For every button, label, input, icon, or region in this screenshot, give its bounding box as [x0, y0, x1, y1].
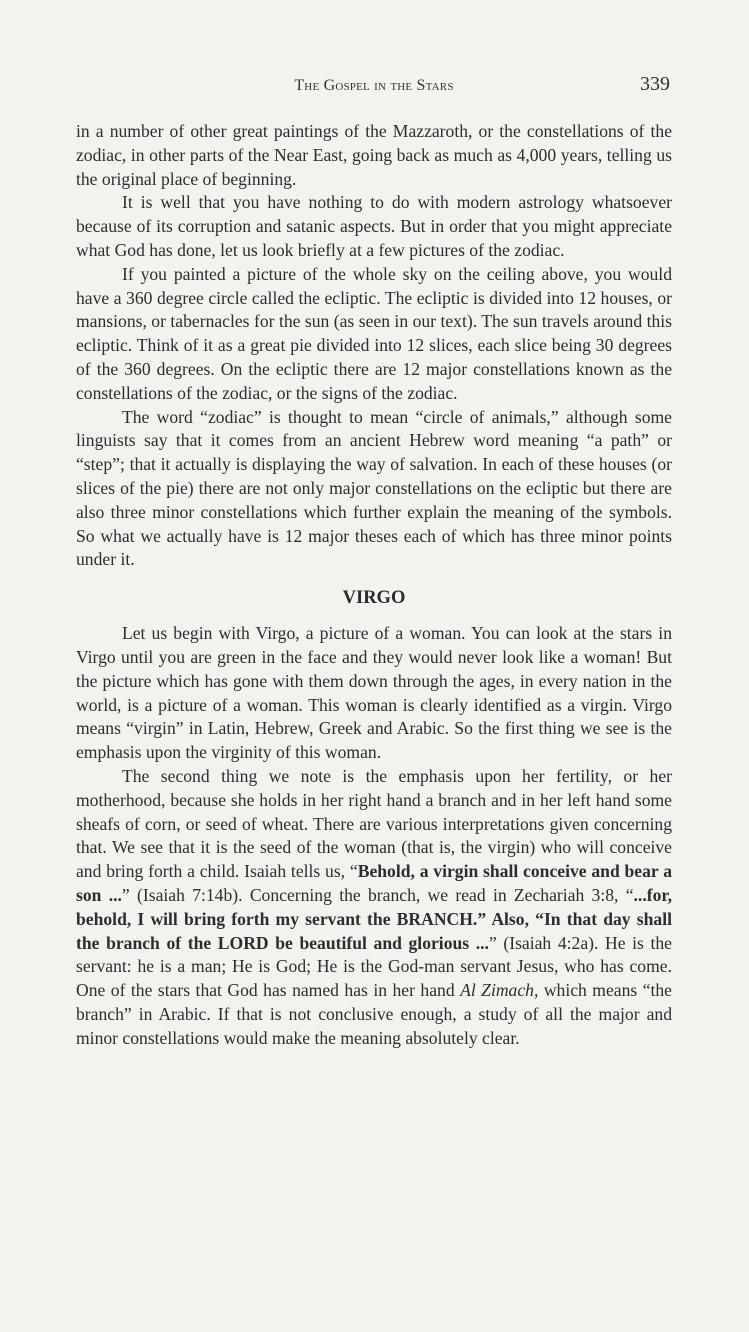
page-number: 339 [640, 73, 670, 95]
paragraph: Let us begin with Virgo, a picture of a woman. You can look at the stars in Virgo until you are green in the face and they would never look like a woman! But the picture which has gone with them down through the ages, in every nation in the world, is a picture of a woman. This woman is clearly identified as a virgin. Virgo means “virgin” in Latin, Hebrew, Greek and Arabic. So the first thing we see is the emphasis upon the virginity of this woman. [76, 623, 672, 763]
text-run: The second thing we note is the emphasis upon her fertility, or her motherhood, because she holds in her right hand a branch and in her left hand some sheafs of corn, or seed of wheat. There are various interpretations given concerning that. We see that it is the seed of the woman (that is, the virgin) who will conceive and bring forth a child. Isaiah tells us, “ [76, 765, 672, 882]
text-run: ” (Isaiah 4:2a). He is the servant: he is a man; He is God; He is the God-man servant Jesus, who has come. One of the stars that God has named has in her hand [76, 932, 672, 1001]
italic-term: Al Zimach, [460, 980, 539, 1001]
scripture-quote: ...for, behold, I will bring forth my servant the BRANCH.” Also, “In that day shall the branch of the LORD be beautiful and glorious ... [76, 884, 672, 953]
paragraph: The word “zodiac” is thought to mean “circle of animals,” although some linguists say that it comes from an ancient Hebrew word meaning “a path” or “step”; that it actually is displaying the way of salvation. In each of these houses (or slices of the pie) there are not only major constellations on the ecliptic but there are also three minor constellations which further explain the meaning of the symbols. So what we actually have is 12 major theses each of which has three minor points under it. [76, 406, 672, 570]
section-heading: VIRGO [342, 588, 406, 609]
body-text [76, 120, 672, 1050]
text-run: ” (Isaiah 7:14b). Concerning the branch, we read in Zechariah 3:8, “ [121, 884, 634, 905]
running-title: The Gospel in the Stars [294, 77, 454, 94]
paragraph: If you painted a picture of the whole sky on the ceiling above, you would have a 360 degree circle called the ecliptic. The ecliptic is divided into 12 houses, or mansions, or tabernacles for the sun (as seen in our text). The sun travels around this ecliptic. Think of it as a great pie divided into 12 slices, each slice being 30 degrees of the 360 degrees. On the ecliptic there are 12 major constellations known as the constellations of the zodiac, or the signs of the zodiac. [76, 263, 672, 403]
paragraph: in a number of other great paintings of the Mazzaroth, or the constellations of the zodiac, in other parts of the Near East, going back as much as 4,000 years, telling us the original place of beginning. [76, 121, 672, 189]
paragraph: It is well that you have nothing to do with modern astrology whatsoever because of its corruption and satanic aspects. But in order that you might appreciate what God has done, let us look briefly at a few pictures of the zodiac. [76, 192, 672, 260]
scripture-quote: Behold, a virgin shall conceive and bear a son ... [76, 861, 673, 905]
running-header [76, 74, 672, 98]
paragraph [76, 765, 672, 1051]
text-run: which means “the branch” in Arabic. If that is not conclusive enough, a study of all the major and minor constellations would make the meaning absolutely clear. [76, 980, 672, 1048]
